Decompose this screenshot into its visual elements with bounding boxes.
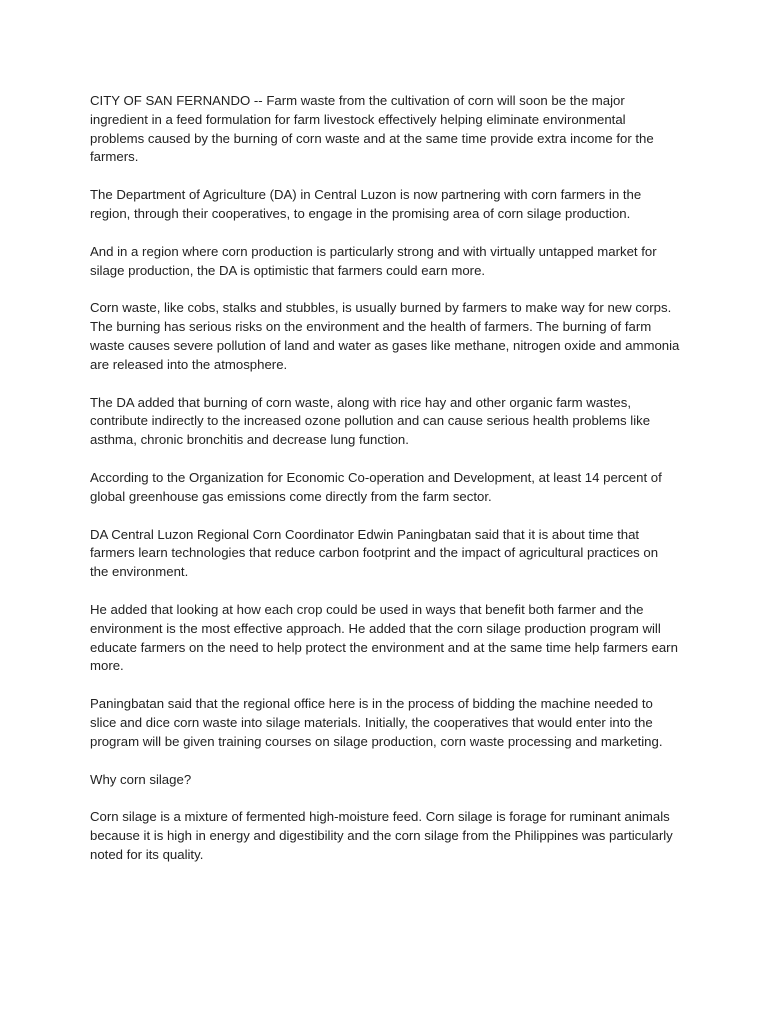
paragraph-corn-waste-burning: Corn waste, like cobs, stalks and stubbles, is usually burned by farmers to make way for new corps. The burning has serious risks on the environment and the health of farmers. The burning of farm waste causes severe pollution of land and water as gases like methane, nitrogen oxide and ammonia are released into the atmosphere. [90, 300, 680, 372]
paragraph-machine-bidding: Paningbatan said that the regional office here is in the process of bidding the machine needed to slice and dice corn waste into silage materials. Initially, the cooperatives that would enter into the program will be given training courses on silage production, corn waste processing and marketing. [90, 696, 663, 749]
paragraph-da-partnership: The Department of Agriculture (DA) in Central Luzon is now partnering with corn farmers in the region, through their cooperatives, to engage in the promising area of corn silage production. [90, 187, 642, 221]
paragraph-silage-definition: Corn silage is a mixture of fermented high-moisture feed. Corn silage is forage for ruminant animals because it is high in energy and digestibility and the corn silage from the Philippines was particularly noted for its quality. [90, 809, 673, 862]
paragraph-oecd-emissions: According to the Organization for Economic Co-operation and Development, at least 14 percent of global greenhouse gas emissions come directly from the farm sector. [90, 469, 662, 504]
section-question-heading: Why corn silage? [90, 771, 192, 787]
paragraph-health-effects: The DA added that burning of corn waste, along with rice hay and other organic farm wastes, contribute indirectly to the increased ozone pollution and can cause serious health problems like asthma, chronic bronchitis and decrease lung function. [90, 394, 651, 448]
article-body [90, 92, 680, 884]
paragraph-coordinator-quote: DA Central Luzon Regional Corn Coordinator Edwin Paningbatan said that it is about time that farmers learn technologies that reduce carbon footprint and the impact of agricultural practices on the environment. [90, 526, 659, 580]
paragraph-program-approach: He added that looking at how each crop could be used in ways that benefit both farmer and the environment is the most effective approach. He added that the corn silage production program will educate farmers on the need to help protect the environment and at the same time help farmers earn more. [90, 601, 678, 674]
paragraph-market-outlook: And in a region where corn production is particularly strong and with virtually untapped market for silage production, the DA is optimistic that farmers could earn more. [90, 243, 657, 278]
paragraph-dateline-intro: CITY OF SAN FERNANDO -- Farm waste from the cultivation of corn will soon be the major ingredient in a feed formulation for farm livestock effectively helping eliminate environmental problems caused by the burning of corn waste and at the same time provide extra income for the farmers. [90, 93, 654, 165]
